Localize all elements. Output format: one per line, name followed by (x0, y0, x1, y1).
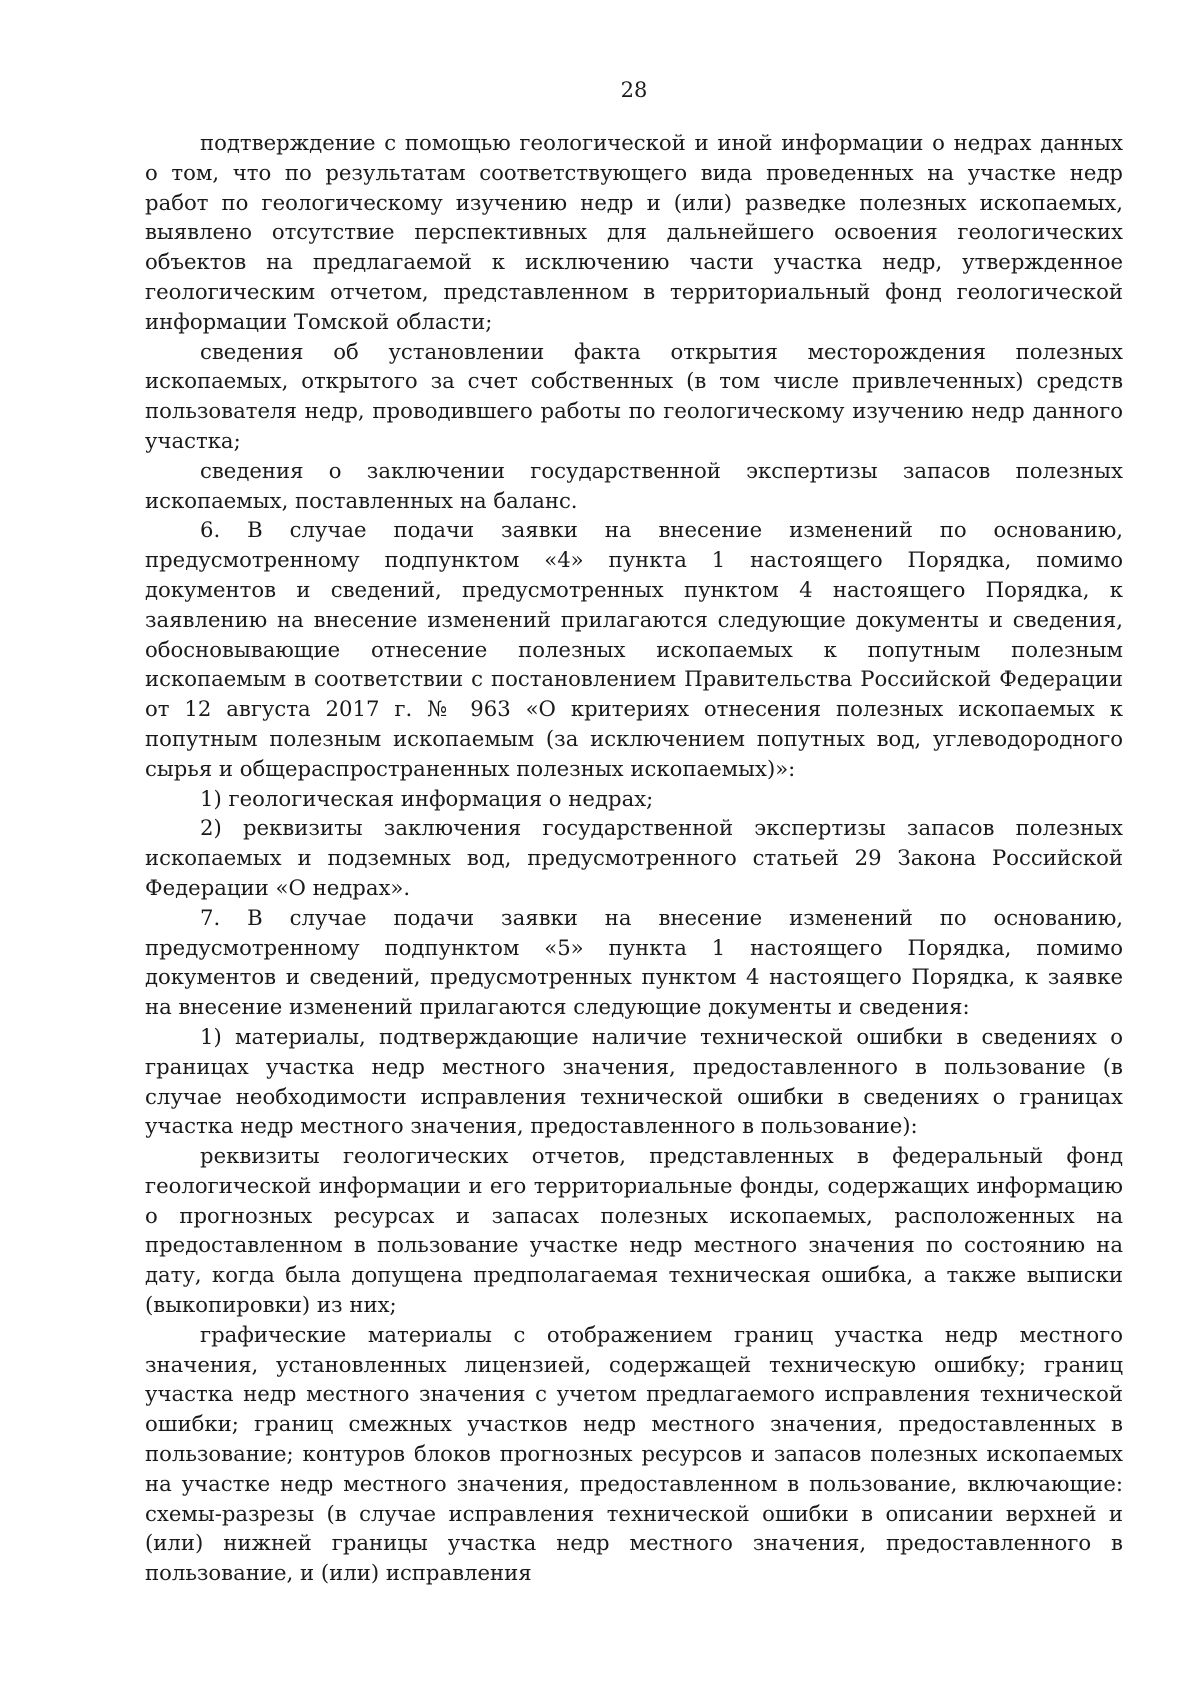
page-number: 28 (620, 78, 648, 102)
document-body (145, 128, 1123, 1588)
paragraph: сведения о заключении государственной экспертизы запасов полезных ископаемых, поставленных на баланс. (145, 457, 1123, 513)
document-page (145, 0, 1123, 1698)
paragraph: реквизиты геологических отчетов, представленных в федеральный фонд геологической информации и его территориальные фонды, содержащих информацию о прогнозных ресурсах и запасах полезных ископаемых, расположенных на предоставленном в пользование участке недр местного значения по состоянию на дату, когда была допущена предполагаемая техническая ошибка, а также выписки (выкопировки) из них; (145, 1143, 1123, 1318)
paragraph: 2) реквизиты заключения государственной экспертизы запасов полезных ископаемых и подземных вод, предусмотренного статьей 29 Закона Российской Федерации «О недрах». (145, 815, 1123, 900)
paragraph: 6. В случае подачи заявки на внесение изменений по основанию, предусмотренному подпунктом «4» пункта 1 настоящего Порядка, помимо документов и сведений, предусмотренных пунктом 4 настоящего Порядка, к заявлению на внесение изменений прилагаются следующие документы и сведения, обосновывающие отнесение полезных ископаемых к попутным полезным ископаемым в соответствии с постановлением Правительства Российской Федерации от 12 августа 2017 г. № 963 «О критериях отнесения полезных ископаемых к попутным полезным ископаемым (за исключением попутных вод, углеводородного сырья и общераспространенных полезных ископаемых)»: (145, 517, 1123, 781)
paragraph: 7. В случае подачи заявки на внесение изменений по основанию, предусмотренному подпунктом «5» пункта 1 настоящего Порядка, помимо документов и сведений, предусмотренных пунктом 4 настоящего Порядка, к заявке на внесение изменений прилагаются следующие документы и сведения: (145, 904, 1123, 1020)
paragraph: графические материалы с отображением границ участка недр местного значения, установленных лицензией, содержащей техническую ошибку; границ участка недр местного значения с учетом предлагаемого исправления технической ошибки; границ смежных участков недр местного значения, предоставленных в пользование; контуров блоков прогнозных ресурсов и запасов полезных ископаемых на участке недр местного значения, предоставленном в пользование, включающие: схемы-разрезы (в случае исправления технической ошибки в описании верхней и (или) нижней границы участка недр местного значения, предоставленного в пользование, и (или) исправления (145, 1321, 1123, 1586)
paragraph: сведения об установлении факта открытия месторождения полезных ископаемых, открытого за счет собственных (в том числе привлеченных) средств пользователя недр, проводившего работы по геологическому изучению недр данного участка; (145, 338, 1123, 453)
paragraph: 1) геологическая информация о недрах; (200, 785, 654, 811)
paragraph: 1) материалы, подтверждающие наличие технической ошибки в сведениях о границах участка недр местного значения, предоставленного в пользование (в случае необходимости исправления технической ошибки в сведениях о границах участка недр местного значения, предоставленного в пользование): (145, 1023, 1123, 1139)
paragraph: подтверждение с помощью геологической и иной информации о недрах данных о том, что по результатам соответствующего вида проведенных на участке недр работ по геологическому изучению недр и (или) разведке полезных ископаемых, выявлено отсутствие перспективных для дальнейшего освоения геологических объектов на предлагаемой к исключению части участка недр, утвержденное геологическим отчетом, представленном в территориальный фонд геологической информации Томской области; (145, 130, 1123, 334)
